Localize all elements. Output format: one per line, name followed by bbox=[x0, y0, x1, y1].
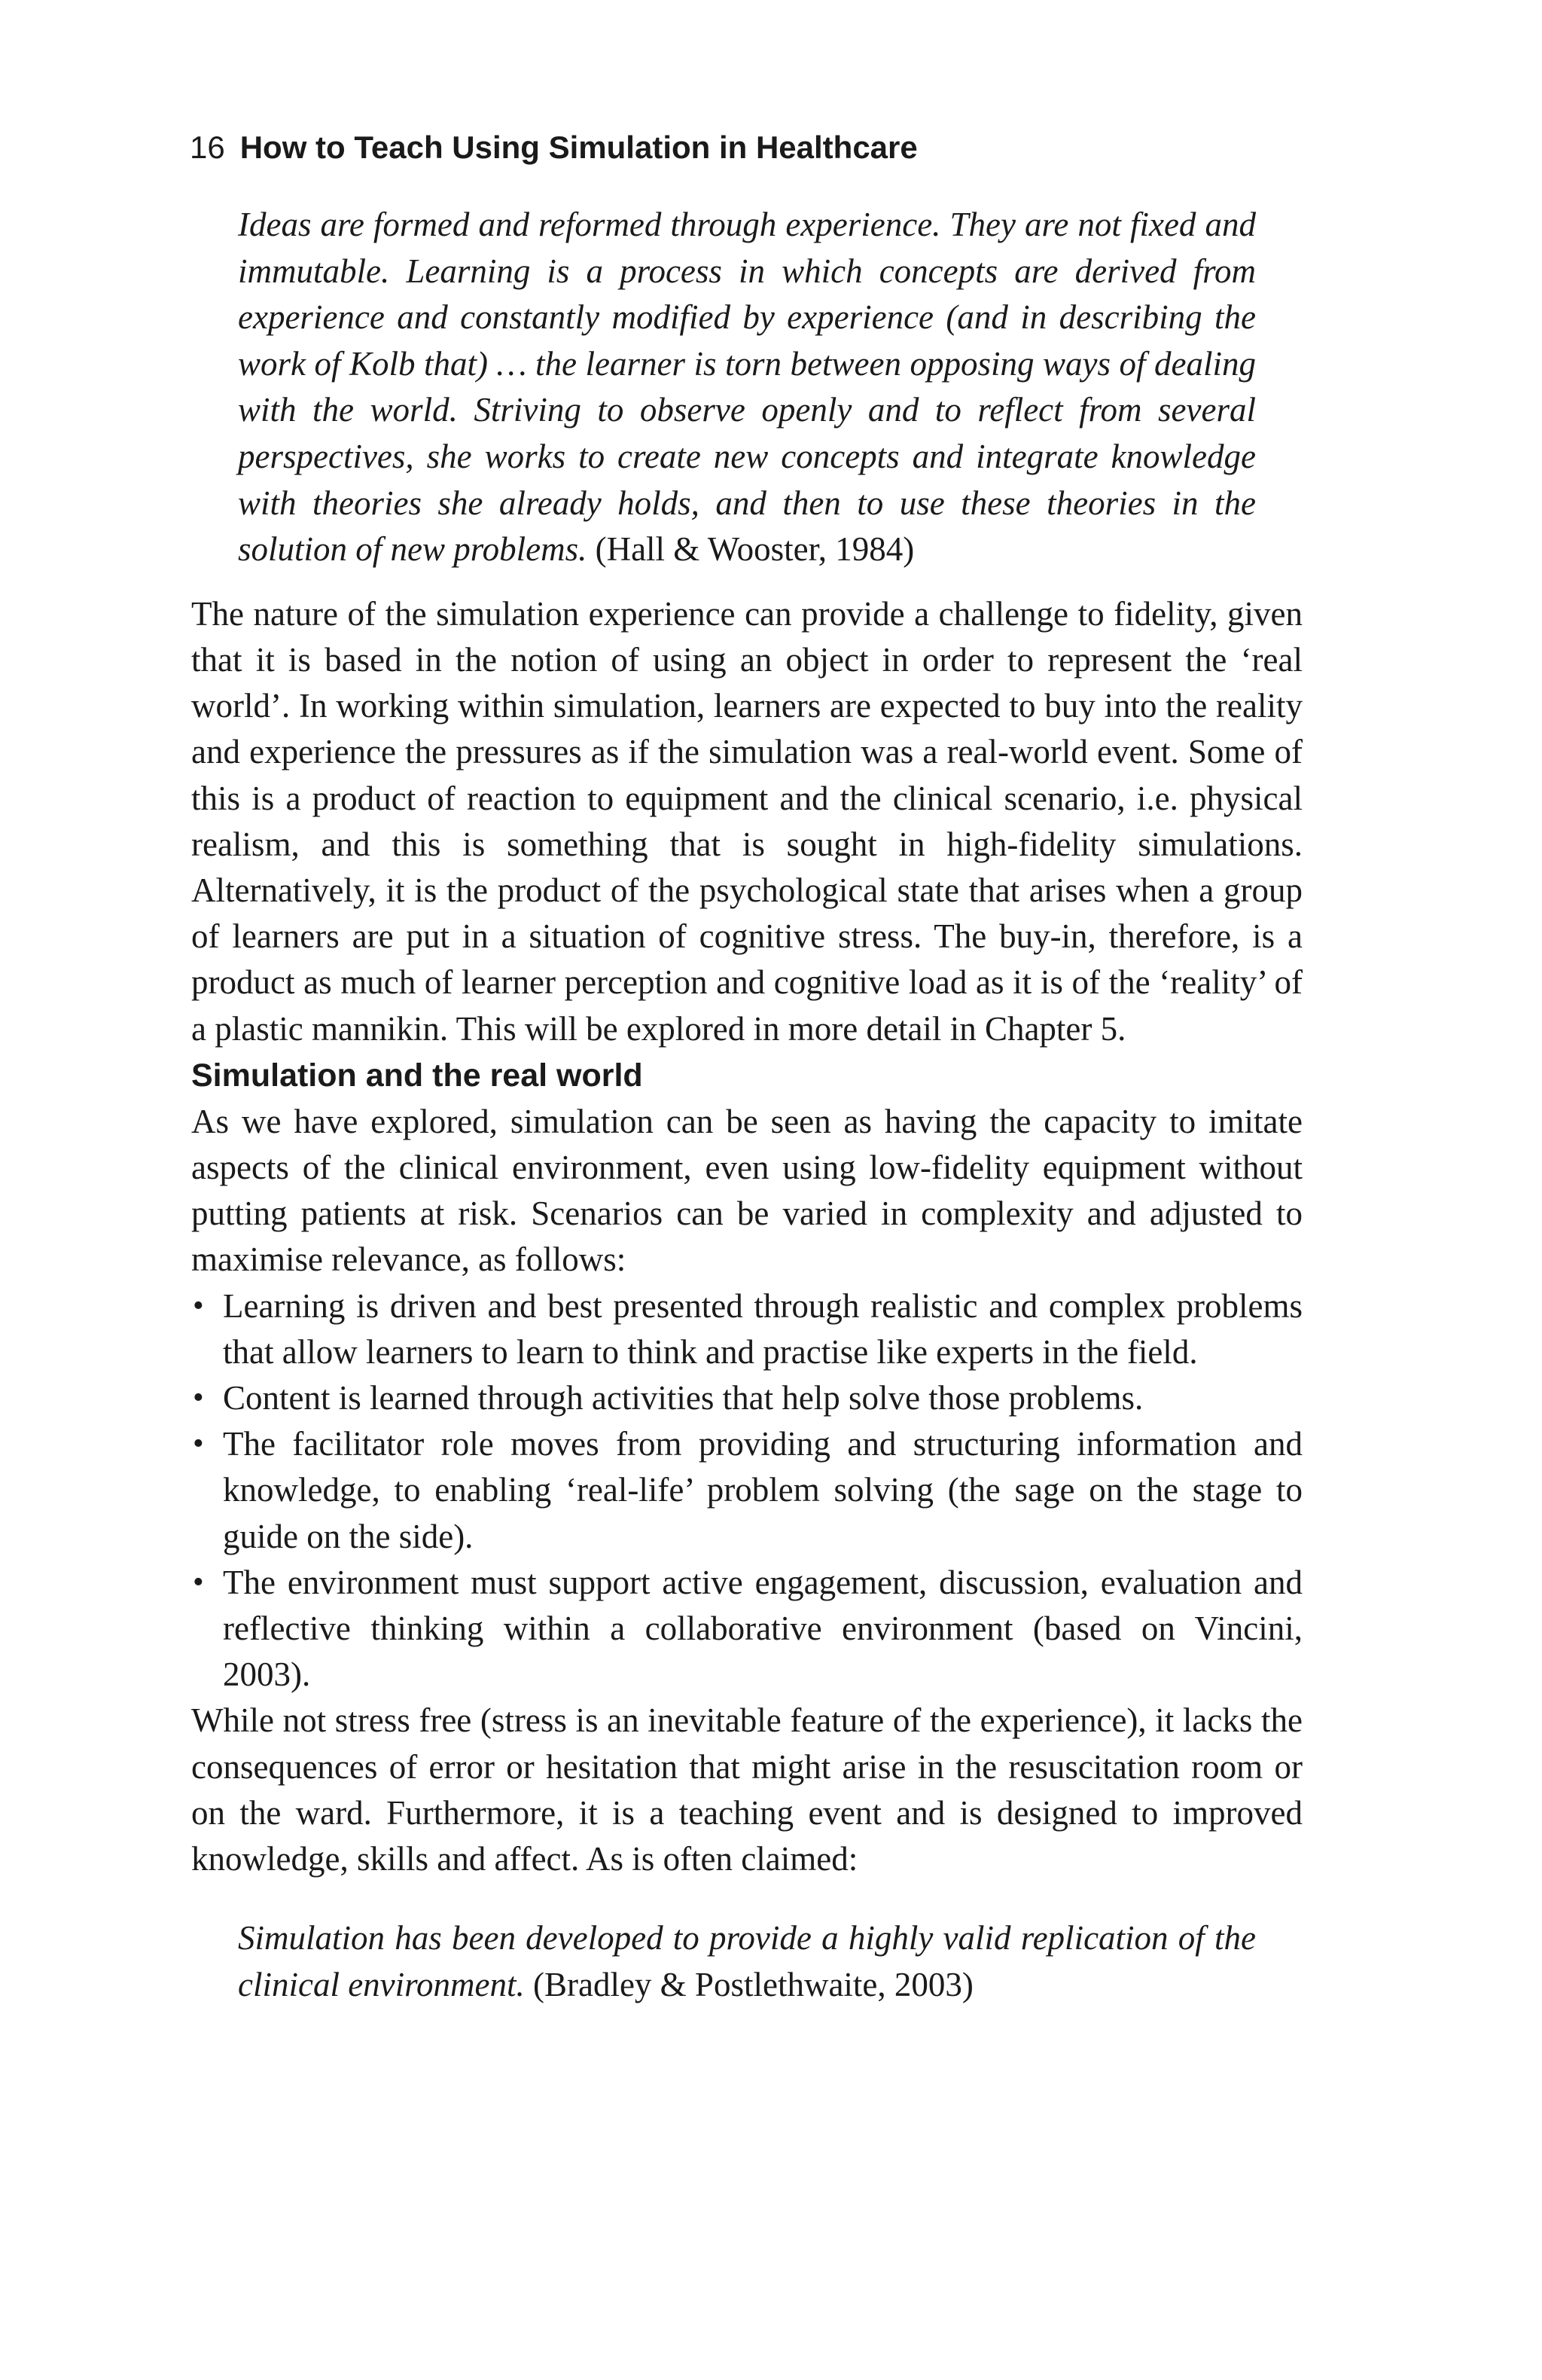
list-item bbox=[191, 1421, 1303, 1560]
quote-citation: (Hall & Wooster, 1984) bbox=[595, 530, 915, 569]
section-intro-paragraph: As we have explored, simulation can be seen as having the capacity to imitate aspects of the clinical environment, even using low-fidelity equipment without putting patients at risk. Scenarios can be varied in complexity and adjusted to maximise relevance, as follows: bbox=[191, 1102, 1303, 1279]
body-paragraph-stress: While not stress free (stress is an inevitable feature of the experience), it lacks the consequences of error or hesitation that might arise in the resuscitation room or on the ward. Furthermore, it is a teaching event and is designed to improved knowledge, skills and affect. As is often claimed: bbox=[191, 1701, 1303, 1878]
bullet-icon: • bbox=[193, 1381, 204, 1415]
body-paragraph-fidelity: The nature of the simulation experience can provide a challenge to fidelity, given that it is based in the notion of using an object in order to represent the ‘real world’. In working within simulation, learners are expected to buy into the reality and experience the pressures as if the simulation was a real-world event. Some of this is a product of reaction to equipment and the clinical scenario, i.e. physical realism, and this is something that is sought in high-fidelity simulations. Alternatively, it is the product of the psychological state that arises when a group of learners are put in a situation of cognitive stress. The buy-in, therefore, is a product as much of learner perception and cognitive load as it is of the ‘reality’ of a plastic mannikin. This will be explored in more detail in Chapter 5. bbox=[191, 594, 1303, 1048]
list-item-text: Content is learned through activities that help solve those problems. bbox=[223, 1379, 1144, 1417]
bullet-icon: • bbox=[193, 1426, 204, 1462]
list-item bbox=[191, 1283, 1303, 1375]
book-title: How to Teach Using Simulation in Healthcare bbox=[239, 130, 918, 165]
section-heading: Simulation and the real world bbox=[191, 1057, 643, 1094]
list-item-text: The environment must support active engagement, discussion, evaluation and reflective thinking within a collaborative environment (based on Vincini, 2003). bbox=[223, 1563, 1303, 1694]
quote-citation: (Bradley & Postlethwaite, 2003) bbox=[532, 1965, 974, 2003]
list-item bbox=[191, 1375, 1303, 1421]
list-item-text: The facilitator role moves from providing and structuring information and knowledge, to enabling ‘real-life’ problem solving (the sage on the stage to guide on the side). bbox=[223, 1425, 1303, 1555]
block-quote-hall-wooster bbox=[238, 202, 1256, 573]
quote-text: Ideas are formed and reformed through experience. They are not fixed and immutable. Learning is a process in which concepts are derived from experience and constantly modified by experience (and in describing the work of Kolb that) … the learner is torn between opposing ways of dealing with the world. Striving to observe openly and to reflect from several perspectives, she works to create new concepts and integrate knowledge with theories she already holds, and then to use these theories in the solution of new problems. bbox=[238, 206, 1256, 569]
running-head bbox=[190, 127, 1303, 169]
bullet-icon: • bbox=[193, 1288, 204, 1323]
bullet-list bbox=[191, 1283, 1303, 1698]
page-number: 16 bbox=[190, 130, 225, 165]
bullet-icon: • bbox=[193, 1564, 204, 1600]
quote-text: Simulation has been developed to provide a highly valid replication of the clinical environment. bbox=[238, 1919, 1256, 2003]
list-item bbox=[191, 1560, 1303, 1698]
block-quote-bradley-postlethwaite bbox=[238, 1915, 1256, 2008]
book-page bbox=[191, 127, 1303, 2008]
list-item-text: Learning is driven and best presented through realistic and complex problems that allow learners to learn to think and practise like experts in the field. bbox=[223, 1286, 1303, 1371]
